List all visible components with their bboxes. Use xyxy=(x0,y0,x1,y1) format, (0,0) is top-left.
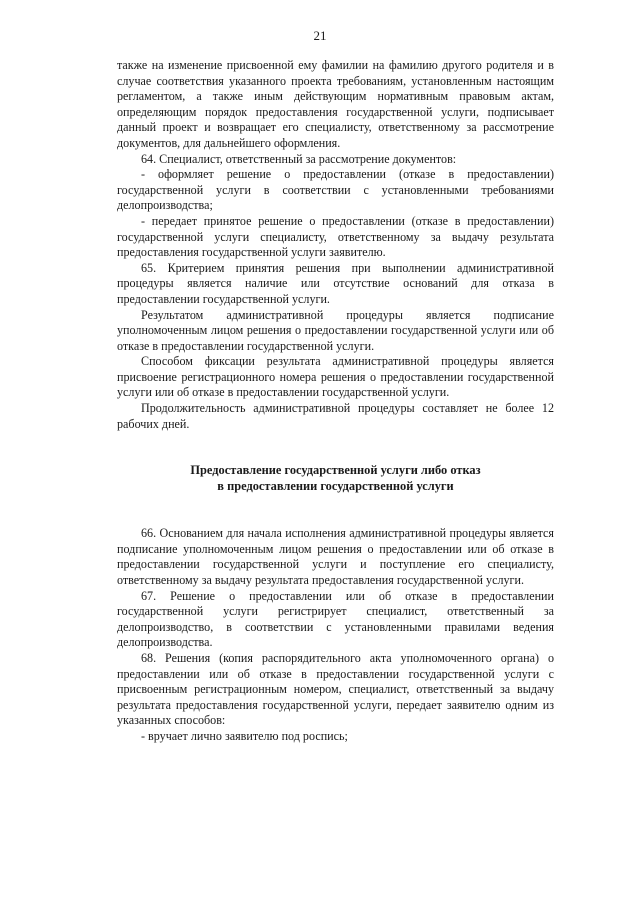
section-heading xyxy=(117,462,554,494)
page-number: 21 xyxy=(313,28,327,43)
paragraphs-after-heading xyxy=(117,526,554,744)
paragraph: Результатом административной процедуры является подписание уполномоченным лицом решения о предоставлении государственной услуги или об отказе в предоставлении государственной услуги. xyxy=(117,307,554,353)
paragraph: Продолжительность административной процедуры составляет не более 12 рабочих дней. xyxy=(117,401,554,431)
paragraphs-before-heading xyxy=(117,58,554,432)
section-heading-line: в предоставлении государственной услуги xyxy=(217,479,454,494)
paragraph: 65. Критерием принятия решения при выполнении административной процедуры является наличие или отсутствие оснований для отказа в предоставлении государственной услуги. xyxy=(117,260,554,306)
paragraph: 67. Решение о предоставлении или об отказе в предоставлении государственной услуги регистрирует специалист, ответственный за делопроизводство, в соответствии с установленными правилами ведения делопроизводства. xyxy=(117,588,554,650)
paragraph: 68. Решения (копия распорядительного акта уполномоченного органа) о предоставлении или об отказе в предоставлении государственной услуги с присвоенным регистрационным номером, специалист, ответственный за выдачу результата предоставления государственной услуги, передает заявителю одним из указанных способов: xyxy=(117,651,554,728)
paragraph: также на изменение присвоенной ему фамилии на фамилию другого родителя и в случае соответствия указанного проекта требованиям, установленным настоящим регламентом, а также иным действующим нормативным правовым актам, определяющим порядок предоставления государственной услуги, подписывает данный проект и возвращает его специалисту, ответственному за рассмотрение документов, для дальнейшего оформления. xyxy=(117,58,554,150)
section-heading-line: Предоставление государственной услуги либо отказ xyxy=(190,463,481,478)
paragraph: 64. Специалист, ответственный за рассмотрение документов: xyxy=(141,151,457,166)
paragraph: - передает принятое решение о предоставлении (отказе в предоставлении) государственной услуги специалисту, ответственному за выдачу результата предоставления государственной услуги заявителю. xyxy=(117,213,554,260)
paragraph: 66. Основанием для начала исполнения административной процедуры является подписание уполномоченным лицом решения о предоставлении или об отказе в предоставлении государственной услуги и поступление его специалисту, ответственному за выдачу результата предоставления государственной услуги. xyxy=(117,526,554,588)
paragraph: Способом фиксации результата административной процедуры является присвоение регистрационного номера решения о предоставлении государственной услуги или об отказе в предоставлении государственной услуги. xyxy=(117,354,554,400)
document-body xyxy=(117,58,554,745)
paragraph: - вручает лично заявителю под роспись; xyxy=(141,728,348,743)
paragraph: - оформляет решение о предоставлении (отказе в предоставлении) государственной услуги в соответствии с установленными требованиями делопроизводства; xyxy=(117,167,554,213)
